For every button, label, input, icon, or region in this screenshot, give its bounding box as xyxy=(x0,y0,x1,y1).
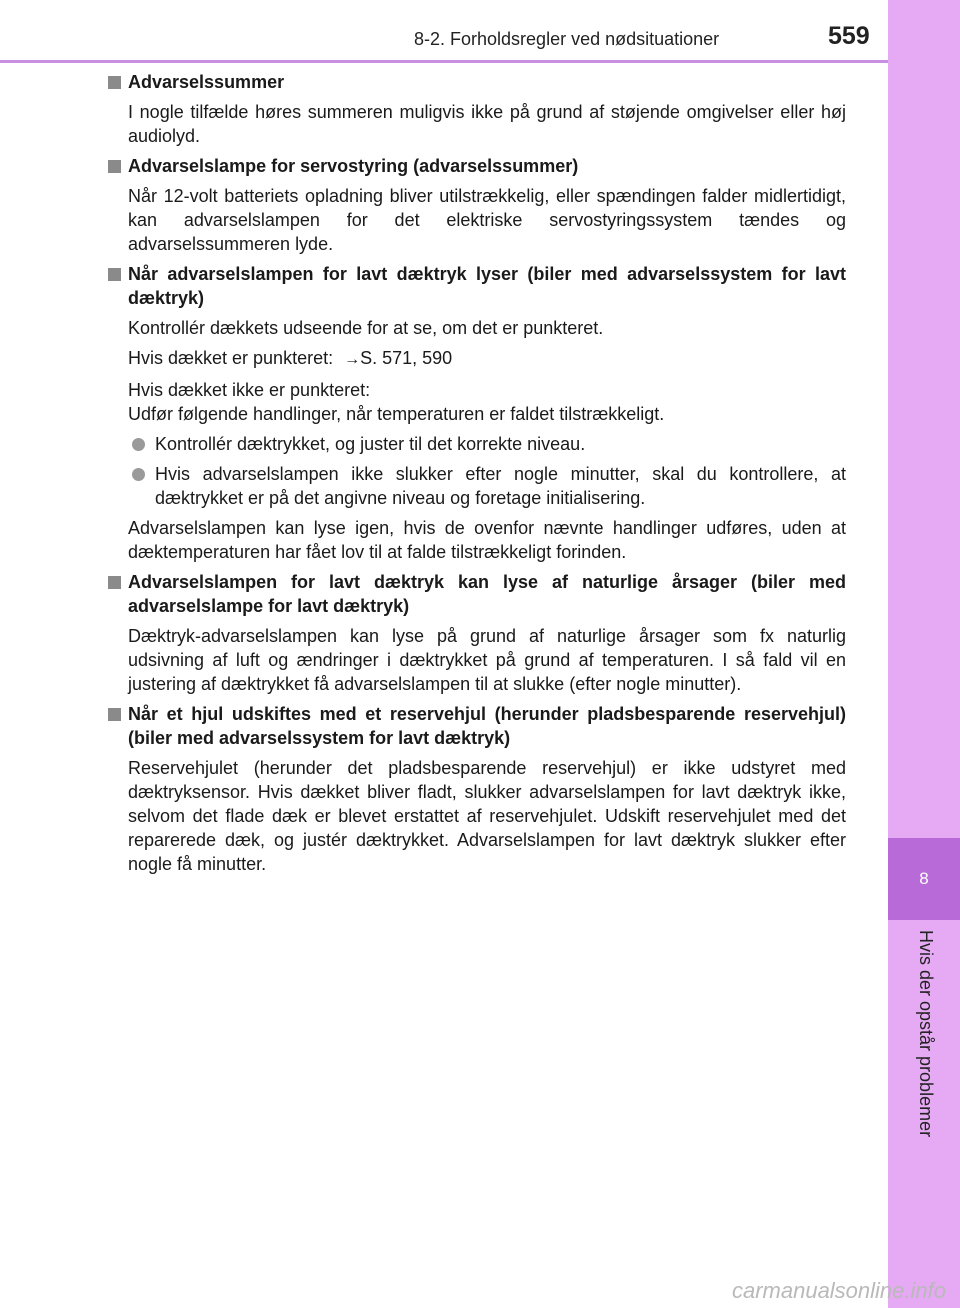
bullet-list xyxy=(104,432,846,510)
square-bullet-icon xyxy=(108,576,121,589)
section-low-tire-pressure xyxy=(104,262,846,564)
section-warning-buzzer xyxy=(104,70,846,148)
section-heading: Advarselssummer xyxy=(104,70,846,94)
list-item: Kontrollér dæktrykket, og juster til det korrekte niveau. xyxy=(128,432,846,456)
chapter-number-box xyxy=(888,838,960,920)
section-natural-causes xyxy=(104,570,846,696)
section-heading: Når advarselslampen for lavt dæktryk lyser (biler med advarselssystem for lavt dæktryk) xyxy=(104,262,846,310)
page-header xyxy=(0,0,888,62)
paragraph: Advarselslampen kan lyse igen, hvis de ovenfor nævnte handlinger udføres, uden at dæktemperaturen har fået lov til at falde tilstrækkeligt forinden. xyxy=(128,518,846,562)
section-power-steering xyxy=(104,154,846,256)
header-divider xyxy=(0,60,888,63)
square-bullet-icon xyxy=(108,76,121,89)
section-heading: Advarselslampen for lavt dæktryk kan lyse af naturlige årsager (biler med advarselslampe for lavt dæktryk) xyxy=(104,570,846,618)
paragraph: Kontrollér dækkets udseende for at se, om det er punkteret. xyxy=(128,318,604,338)
paragraph: Når 12-volt batteriets opladning bliver utilstrækkelig, eller spændingen falder midlertidigt, kan advarselslampen for det elektriske servostyringssystem tændes og advarselssummeren lyde. xyxy=(128,186,846,254)
round-bullet-icon xyxy=(132,468,145,481)
paragraph: I nogle tilfælde høres summeren muligvis ikke på grund af støjende omgivelser eller høj audiolyd. xyxy=(128,102,846,146)
chapter-number: 8 xyxy=(919,869,929,888)
watermark-text: carmanualsonline.info xyxy=(731,1278,946,1303)
paragraph: Reservehjulet (herunder det pladsbesparende reservehjul) er ikke udstyret med dæktryksensor. Hvis dækket bliver fladt, slukker advarselslampen for lavt dæktryk ikke, selvom det flade dæk er blevet erstattet af reservehjulet. Udskift reservehjulet med det reparerede dæk, og justér dæktrykket. Advarselslampen for lavt dæktryk slukker efter nogle få minutter. xyxy=(128,758,846,874)
paragraph-reference: Hvis dækket er punkteret: →S. 571, 590 xyxy=(104,346,846,372)
square-bullet-icon xyxy=(108,160,121,173)
round-bullet-icon xyxy=(132,438,145,451)
page-number: 559 xyxy=(828,22,870,50)
paragraph: Hvis dækket ikke er punkteret: Udfør følgende handlinger, når temperaturen er faldet tilstrækkeligt. xyxy=(128,380,665,424)
section-heading: Advarselslampe for servostyring (advarselssummer) xyxy=(104,154,846,178)
chapter-label xyxy=(916,930,944,1138)
page-reference-link[interactable]: S. 571, 590 xyxy=(360,348,453,368)
square-bullet-icon xyxy=(108,268,121,281)
square-bullet-icon xyxy=(108,708,121,721)
page-content xyxy=(104,70,846,882)
paragraph: Dæktryk-advarselslampen kan lyse på grund af naturlige årsager som fx naturlig udsivning af luft og ændringer i dæktrykket på grund af temperaturen. I så fald vil en justering af dæktrykket få advarselslampen til at slukke (efter nogle minutter). xyxy=(128,626,846,694)
list-item: Hvis advarselslampen ikke slukker efter nogle minutter, skal du kontrollere, at dæktrykket er på det angivne niveau og foretage initialisering. xyxy=(128,462,846,510)
arrow-right-icon: → xyxy=(344,351,361,368)
chapter-section-title: 8-2. Forholdsregler ved nødsituationer xyxy=(414,29,720,49)
section-spare-tire xyxy=(104,702,846,876)
section-heading: Når et hjul udskiftes med et reservehjul (herunder pladsbesparende reservehjul) (biler med advarselssystem for lavt dæktryk) xyxy=(104,702,846,750)
chapter-side-tab xyxy=(888,0,960,1308)
chapter-label-text: Hvis der opstår problemer xyxy=(916,930,936,1138)
